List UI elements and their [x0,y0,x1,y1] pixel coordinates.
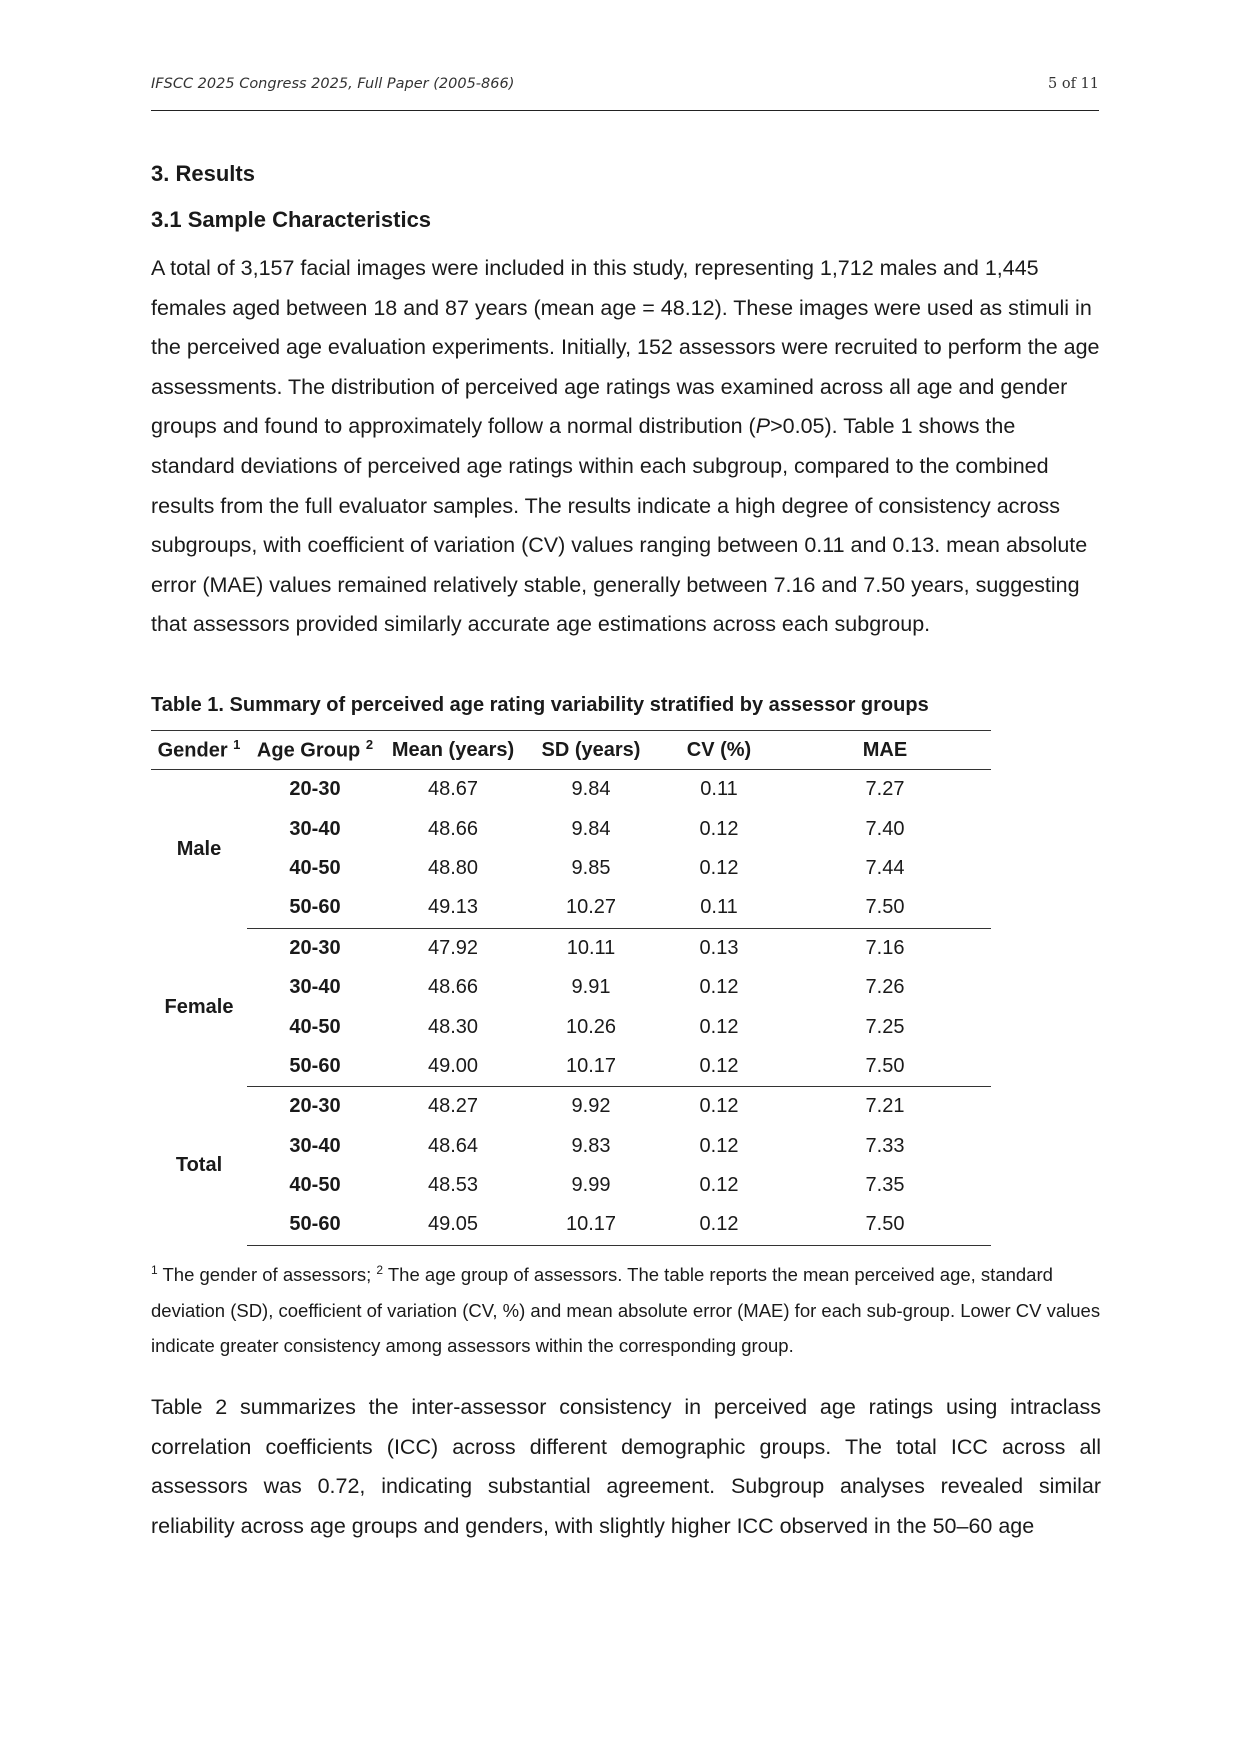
gender-cell: Male [176,837,222,860]
table-header-row [151,731,991,770]
col-header-age-group: Age Group $^2$ [247,731,383,770]
paragraph-icc: Table 2 summarizes the inter-assessor consistency in perceived age ratings using intraclass correlation coefficients (ICC) across different demographic groups. The total ICC across all assessors was 0.72, indicating substantial agreement. Subgroup analyses revealed similar reliability across age groups and genders, with slightly higher ICC observed in the 50–60 age [151,1395,1101,1538]
table-caption: Table 1. Summary of perceived age rating variability stratified by assessor groups [151,694,929,716]
mean-cell: 48.80 [427,856,479,879]
table-row [151,888,991,928]
table-row [151,968,991,1007]
cv-cell: 0.12 [699,856,739,879]
mean-cell: 48.66 [427,817,479,840]
col-header-cv: CV (%) [659,731,779,770]
cv-cell: 0.12 [659,1205,779,1245]
table-row [151,928,991,968]
table-row [151,1007,991,1046]
mae-cell: 7.27 [865,778,905,801]
mean-cell: 48.30 [427,1015,479,1038]
mean-cell: 48.66 [427,976,479,999]
mean-cell: 48.27 [427,1095,479,1118]
mae-cell: 7.16 [865,936,905,959]
age-cell: 30-40 [289,1134,341,1157]
sd-cell: 9.83 [571,1134,611,1157]
mean-cell: 48.67 [427,778,479,801]
mean-cell: 49.05 [383,1205,523,1245]
age-cell: 40-50 [289,1174,341,1197]
cv-cell: 0.12 [699,1174,739,1197]
cv-cell: 0.12 [659,1047,779,1087]
sd-cell: 9.99 [571,1174,611,1197]
cv-cell: 0.11 [659,888,779,928]
mean-cell: 49.13 [383,888,523,928]
age-cell: 40-50 [289,1015,341,1038]
age-cell: 40-50 [289,856,341,879]
mae-cell: 7.33 [865,1134,905,1157]
p-value-symbol: P [755,414,771,439]
mean-cell: 49.00 [383,1047,523,1087]
col-header-sd: SD (years) [523,731,659,770]
col-header-gender: Gender $^1$ [151,731,247,770]
mae-cell: 7.40 [865,817,905,840]
mae-cell: 7.21 [865,1095,905,1118]
sd-cell: 10.27 [523,888,659,928]
table-row [151,770,991,810]
sd-cell: 9.92 [571,1095,611,1118]
age-cell: 30-40 [289,976,341,999]
mae-cell: 7.50 [779,888,991,928]
age-cell: 20-30 [289,778,341,801]
table-row [151,809,991,848]
col-header-mae: MAE [779,731,991,770]
col-header-mean: Mean (years) [383,731,523,770]
age-cell: 50-60 [247,888,383,928]
subsection-heading: 3.1 Sample Characteristics [151,207,432,232]
table-row [151,1087,991,1127]
paragraph-text: >0.05). Table 1 shows the standard deviations of perceived age ratings within each subgroup, compared to the combined results from the full evaluator samples. The results indicate a high degree of consistency across subgroups, with coefficient of variation (CV) values ranging between 0.11 and 0.13. mean absolute error (MAE) values remained relatively stable, generally between 7.16 and 7.50 years, suggesting that assessors provided similarly accurate age estimations across each subgroup. [151,414,1088,637]
sd-cell: 9.84 [571,778,611,801]
sd-cell: 10.17 [523,1205,659,1245]
cv-cell: 0.12 [699,817,739,840]
cv-cell: 0.12 [699,1095,739,1118]
mae-cell: 7.50 [779,1047,991,1087]
mae-cell: 7.25 [865,1015,905,1038]
cv-cell: 0.12 [699,976,739,999]
cv-cell: 0.13 [699,936,739,959]
sd-cell: 9.84 [571,817,611,840]
table-row [151,1205,991,1245]
cv-cell: 0.12 [699,1134,739,1157]
sd-cell: 9.85 [571,856,611,879]
table-row [151,1166,991,1205]
section-heading: 3. Results [151,161,255,186]
mae-cell: 7.26 [865,976,905,999]
mae-cell: 7.44 [865,856,905,879]
sd-cell: 10.17 [523,1047,659,1087]
page-number: 5 of 11 [1048,76,1099,92]
mean-cell: 48.53 [427,1174,479,1197]
table-row [151,1047,991,1087]
gender-cell: Female [164,995,234,1018]
header-title: IFSCC 2025 Congress 2025, Full Paper (2005-866) [151,76,515,92]
paragraph-sample-characteristics [151,249,1101,645]
sd-cell: 10.11 [566,936,616,959]
mean-cell: 47.92 [427,936,479,959]
sd-cell: 10.26 [565,1015,617,1038]
table-row [151,849,991,888]
table-footnote: $^1$ The gender of assessors; $^2$ The age group of assessors. The table reports the mean perceived age, standard deviation (SD), coefficient of variation (CV, %) and mean absolute error (MAE) for each sub-group. Lower CV values indicate greater consistency among assessors within the corresponding group. [151,1263,1101,1357]
sd-cell: 9.91 [571,976,611,999]
gender-cell: Total [175,1154,223,1177]
age-cell: 20-30 [289,1095,341,1118]
results-table [151,730,991,1246]
age-cell: 20-30 [289,936,341,959]
age-cell: 50-60 [247,1205,383,1245]
cv-cell: 0.11 [700,778,738,801]
age-cell: 50-60 [247,1047,383,1087]
mean-cell: 48.64 [427,1134,479,1157]
mae-cell: 7.50 [779,1205,991,1245]
table-row [151,1127,991,1166]
mae-cell: 7.35 [865,1174,905,1197]
cv-cell: 0.12 [699,1015,739,1038]
page-header [151,74,1099,111]
paragraph-text: A total of 3,157 facial images were included in this study, representing 1,712 males and 1,445 females aged between 18 and 87 years (mean age = 48.12). These images were used as stimuli in the perceived age evaluation experiments. Initially, 152 assessors were recruited to perform the age assessments. The distribution of perceived age ratings was examined across all age and gender groups and found to approximately follow a normal distribution ( [151,256,1100,439]
age-cell: 30-40 [289,817,341,840]
